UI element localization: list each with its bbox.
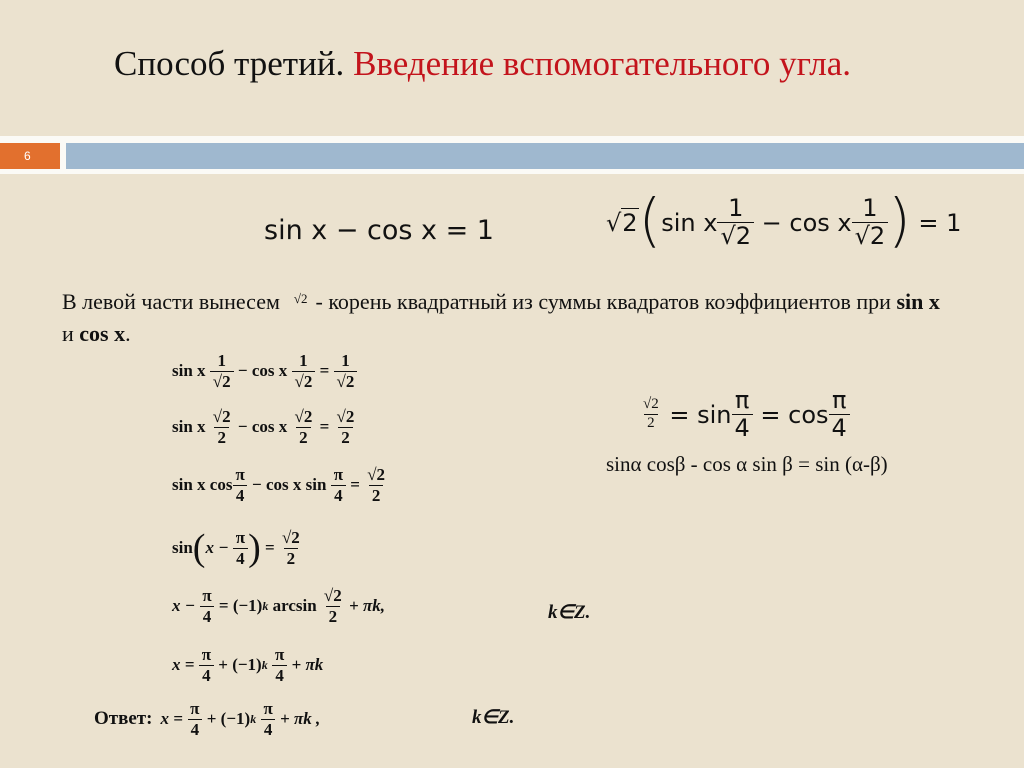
s1-frac-c: $\frac{1}{√2}$ xyxy=(334,352,358,391)
s4-eq: = xyxy=(265,538,275,557)
kz-1: k∈Z. xyxy=(548,602,591,623)
ident-frac: $\frac{√2}{2}$ xyxy=(643,396,659,432)
answer-k: k xyxy=(250,711,257,726)
equation-original: sin x − cos x = 1 xyxy=(264,215,494,246)
s3-frac-c: $\frac{√2}{2}$ xyxy=(367,465,386,505)
step-1 xyxy=(172,352,357,391)
s5-pik: + πk, xyxy=(349,596,385,616)
s4-frac-b: $\frac{√2}{2}$ xyxy=(281,527,300,568)
s2-sin: sin x xyxy=(172,417,206,437)
s4-frac-a: $\frac{\pi}{4}$ xyxy=(233,529,248,568)
s3-eq: = xyxy=(350,475,360,495)
identity-values xyxy=(640,388,850,441)
para-text-2: - корень квадратный из суммы квадратов коэффициентов при xyxy=(315,289,891,314)
eq2-cos: − cos x xyxy=(754,208,852,237)
para-end: . xyxy=(125,321,131,346)
answer-x: x = xyxy=(160,709,183,729)
s1-frac-a: $\frac{1}{√2}$ xyxy=(210,352,234,391)
s3-cos: − cos x sin xyxy=(252,475,327,495)
slide-title xyxy=(114,44,851,84)
ident-cos: = cos xyxy=(760,400,829,429)
s5-x: x − xyxy=(172,596,196,616)
s2-frac-a: $\frac{√2}{2}$ xyxy=(212,407,231,447)
para-text-1: В левой части вынесем xyxy=(62,289,280,314)
step-6 xyxy=(172,646,323,685)
fraction-1: $\frac{1}{√2}$ xyxy=(717,196,754,249)
step-5 xyxy=(172,587,385,626)
answer-frac-b: $\frac{\pi}{4}$ xyxy=(260,700,275,739)
para-root: √2 xyxy=(293,291,308,306)
para-and: и xyxy=(62,321,74,346)
s6-plus: + (−1) xyxy=(218,655,262,675)
s6-frac-b: $\frac{\pi}{4}$ xyxy=(272,646,287,685)
s3-frac-b: $\frac{\pi}{4}$ xyxy=(331,466,346,505)
subtraction-formula: sinα cosβ - cos α sin β = sin (α-β) xyxy=(606,452,888,476)
s2-frac-c: $\frac{√2}{2}$ xyxy=(336,407,355,447)
s2-frac-b: $\frac{√2}{2}$ xyxy=(294,407,313,447)
s5-arcsin: arcsin xyxy=(272,596,317,616)
kz-2: k∈Z. xyxy=(472,707,515,728)
para-cosx: cos x xyxy=(79,321,126,346)
s2-eq: = xyxy=(319,417,330,437)
s3-sin: sin x cos xyxy=(172,475,233,495)
answer xyxy=(94,700,320,739)
sqrt-factor: √2 xyxy=(606,208,638,237)
eq2-rhs: = 1 xyxy=(910,208,962,237)
s5-pow: = (−1) xyxy=(218,596,263,616)
s5-frac-a: $\frac{\pi}{4}$ xyxy=(199,587,214,626)
s5-frac-b: $\frac{√2}{2}$ xyxy=(323,586,342,626)
step-3 xyxy=(172,466,388,505)
ident-frac-pi-1: $\frac{\pi}{4}$ xyxy=(732,388,753,441)
page-number: 6 xyxy=(0,143,60,169)
fraction-2: $\frac{1}{√2}$ xyxy=(852,196,889,249)
step-4 xyxy=(172,526,303,570)
ident-frac-pi-2: $\frac{\pi}{4}$ xyxy=(829,388,850,441)
step-2 xyxy=(172,408,357,447)
para-sinx: sin x xyxy=(896,289,940,314)
ident-sin: = sin xyxy=(669,400,732,429)
answer-pik: + πk , xyxy=(280,709,321,729)
header-bar xyxy=(66,143,1024,169)
answer-label: Ответ: xyxy=(94,708,153,730)
s6-pik: + πk xyxy=(291,655,324,675)
title-plain: Способ третий. xyxy=(114,44,345,83)
s3-frac-a: $\frac{\pi}{4}$ xyxy=(232,466,247,505)
s4-sin: sin xyxy=(172,538,193,557)
s6-x: x = xyxy=(172,655,195,675)
s6-k: k xyxy=(261,657,268,672)
eq2-sin: sin x xyxy=(661,208,718,237)
s4-rparen: ) xyxy=(248,527,261,569)
s1-sin: sin x xyxy=(172,361,206,381)
left-paren: ( xyxy=(638,185,662,254)
answer-plus: + (−1) xyxy=(206,709,251,729)
s4-inner: x − xyxy=(205,538,229,557)
explanation xyxy=(62,283,942,350)
s1-eq: = xyxy=(319,361,330,381)
s1-cos: − cos x xyxy=(237,361,288,381)
answer-frac-a: $\frac{\pi}{4}$ xyxy=(187,700,202,739)
s2-cos: − cos x xyxy=(237,417,288,437)
s1-frac-b: $\frac{1}{√2}$ xyxy=(292,352,316,391)
s4-lparen: ( xyxy=(192,527,206,569)
right-paren: ) xyxy=(888,185,911,254)
s6-frac-a: $\frac{\pi}{4}$ xyxy=(199,646,214,685)
s5-k: k xyxy=(262,598,269,613)
title-accent: Введение вспомогательного угла. xyxy=(353,44,851,83)
equation-factored xyxy=(606,185,962,254)
